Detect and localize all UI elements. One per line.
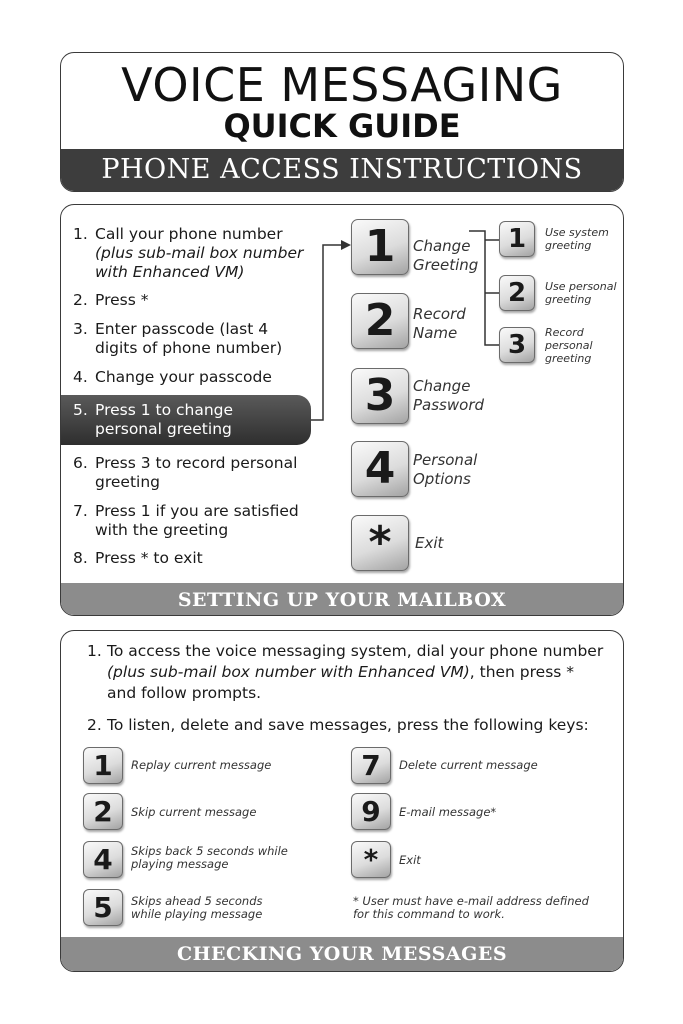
- subkey-1-label: Use system greeting: [545, 226, 609, 252]
- msg-key-4-button[interactable]: 4: [83, 841, 123, 878]
- key-3-button[interactable]: 3: [351, 368, 409, 424]
- msg-key-4-label: Skips back 5 seconds while playing message: [131, 844, 288, 871]
- setup-footer: SETTING UP YOUR MAILBOX: [61, 583, 623, 616]
- msg-key-star-button[interactable]: *: [351, 841, 391, 878]
- key-1-button[interactable]: 1: [351, 219, 409, 275]
- key-4-label: Personal Options: [413, 451, 478, 488]
- key-star-label: Exit: [415, 534, 444, 552]
- key-2-button[interactable]: 2: [351, 293, 409, 349]
- connector-lines: [61, 205, 624, 575]
- msg-key-7-button[interactable]: 7: [351, 747, 391, 784]
- msg-key-7-label: Delete current message: [399, 758, 538, 772]
- msg-key-1-label: Replay current message: [131, 758, 272, 772]
- key-1-label: Change Greeting: [413, 237, 479, 274]
- key-3-label: Change Password: [413, 377, 485, 414]
- msg-key-2-button[interactable]: 2: [83, 793, 123, 830]
- subkey-3-button[interactable]: 3: [499, 327, 535, 363]
- msg-key-5-button[interactable]: 5: [83, 889, 123, 926]
- highlighted-step: 5. Press 1 to change personal greeting: [60, 395, 311, 445]
- msg-key-2-label: Skip current message: [131, 805, 257, 819]
- setup-panel: 1. Call your phone number (plus sub-mail box number with Enhanced VM) 2. Press * 3. Enter passcode (last 4 digits of phone number) 4. Change your passcode 5. Press 1 to change personal greeting 6. Press 3 to record personal greeting 7. Press 1 if you are satisfied with the greeting 8. Press * to exit 1 Change Greeting 2 Record Name 3 Change Password 4 Personal Options * Exit 1 Use system greeting 2 Use personal greeting 3 Record personal greeting SETTING UP YOUR MAILBOX: [60, 204, 624, 616]
- msg-key-5-label: Skips ahead 5 seconds while playing message: [131, 894, 263, 921]
- key-4-button[interactable]: 4: [351, 441, 409, 497]
- email-footnote: * User must have e-mail address defined for this command to work.: [353, 894, 589, 921]
- msg-key-9-button[interactable]: 9: [351, 793, 391, 830]
- page-title: VOICE MESSAGING: [121, 58, 563, 112]
- subkey-3-label: Record personal greeting: [545, 326, 593, 365]
- checking-footer: CHECKING YOUR MESSAGES: [61, 937, 623, 971]
- header-panel: [60, 52, 624, 192]
- subkey-2-label: Use personal greeting: [545, 280, 617, 306]
- msg-key-1-button[interactable]: 1: [83, 747, 123, 784]
- subkey-2-button[interactable]: 2: [499, 275, 535, 311]
- msg-key-9-label: E-mail message*: [399, 805, 497, 819]
- key-2-label: Record Name: [413, 305, 466, 342]
- checking-panel: 1. To access the voice messaging system, dial your phone number (plus sub-mail box number with Enhanced VM), then press * and follow prompts. 2. To listen, delete and save messages, press the following keys: 1 Replay current message 2 Skip current message 4 Skips back 5 seconds while playing message 5 Skips ahead 5 seconds while playing message 7 Delete current message 9 E-mail message* * Exit * User must have e-mail address defined for this command to work. CHECKING YOUR MESSAGES: [60, 630, 624, 972]
- subkey-1-button[interactable]: 1: [499, 221, 535, 257]
- section-banner: PHONE ACCESS INSTRUCTIONS: [61, 149, 623, 191]
- key-star-button[interactable]: *: [351, 515, 409, 571]
- checking-step-1: 1. To access the voice messaging system, dial your phone number (plus sub-mail box number with Enhanced VM), then press * and follow prompts.: [87, 642, 604, 702]
- page-subtitle: QUICK GUIDE: [223, 107, 461, 145]
- setup-step-1: 1. Call your phone number (plus sub-mail box number with Enhanced VM): [73, 225, 304, 281]
- msg-key-star-label: Exit: [399, 853, 421, 867]
